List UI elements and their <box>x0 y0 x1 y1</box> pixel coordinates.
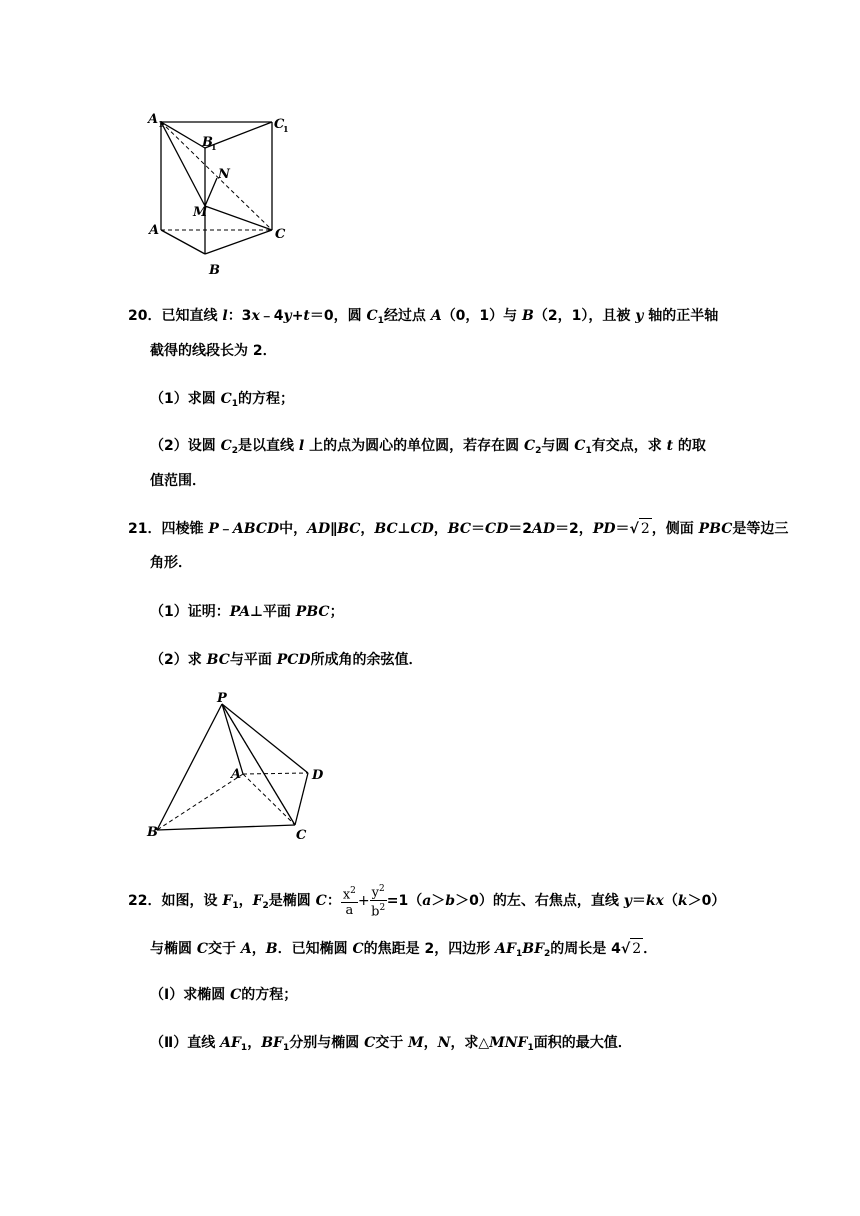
q22-text: （Ⅰ）求椭圆 <box>150 987 231 1003</box>
q20-var: B <box>522 308 534 324</box>
q22-line1 <box>128 882 726 920</box>
prism-diagram <box>145 108 295 280</box>
q22-var: AF <box>495 941 516 957</box>
q22-sub: 1 <box>282 1043 290 1053</box>
q22-text: 交于 <box>375 1035 409 1051</box>
q22-sub: 2 <box>544 949 551 959</box>
q22-text: （Ⅱ）直线 <box>150 1035 221 1051</box>
q21-var: BC <box>447 521 471 537</box>
q20-var: C <box>524 438 536 454</box>
q20-var: C <box>366 308 378 324</box>
q20-var: t <box>666 438 674 454</box>
q20-text: + <box>291 308 304 324</box>
label-c1: C <box>274 117 285 132</box>
label-b1: B <box>202 135 213 150</box>
q22-var: F <box>222 892 233 909</box>
q22-text: 面积的最大值． <box>533 1035 632 1051</box>
q20-var: C <box>220 391 232 407</box>
q21-text: 所成角的余弦值． <box>310 652 423 668</box>
q20-text: （0，1）与 <box>441 308 523 324</box>
q21-text: ⊥平面 <box>250 604 296 620</box>
q22-var: N <box>437 1035 451 1051</box>
label-m: M <box>193 205 208 220</box>
q22-text: 的焦距是 2，四边形 <box>363 941 496 957</box>
frac-denominator: b <box>371 904 380 920</box>
q20-part2 <box>150 436 706 461</box>
q20-text: （2，1），且被 <box>533 308 636 324</box>
q21-var: AD <box>532 521 556 537</box>
q22-text: ， <box>251 941 266 957</box>
q20-text: 上的点为圆心的单位圆，若存在圆 <box>304 438 524 454</box>
q22-text: =1（ <box>386 892 423 909</box>
q20-text: ：3 <box>227 308 252 324</box>
edge-b-c <box>205 230 272 254</box>
q22-text: ， <box>238 892 253 909</box>
label-b: B <box>209 263 220 278</box>
label-p: P <box>217 692 227 706</box>
plus-sign: + <box>357 892 370 909</box>
q22-text: ＞0） <box>687 892 726 909</box>
q22-var: k <box>677 892 688 909</box>
q22-var: C <box>364 1035 376 1051</box>
q22-text: ． <box>643 941 658 957</box>
q20-text: （2）设圆 <box>150 438 221 454</box>
q21-text: ＝ <box>471 521 485 537</box>
q21-var: PBC <box>698 521 733 537</box>
sqrt-radicand: 2 <box>639 518 652 539</box>
q21-text: ； <box>329 604 344 620</box>
q21-text: 四棱锥 <box>161 521 209 537</box>
q20-sub: 1 <box>231 399 239 409</box>
q21-text: 与平面 <box>229 652 277 668</box>
q22-var: BF <box>261 1035 283 1051</box>
q21-text: ＝2， <box>555 521 593 537</box>
label-d: D <box>312 768 324 783</box>
q20-var: t <box>303 308 310 324</box>
label-c: C <box>275 227 286 242</box>
q20-var: l <box>298 438 305 454</box>
edge-m-n <box>205 178 217 206</box>
q20-text: 有交点，求 <box>591 438 667 454</box>
q21-text: ∥ <box>330 521 338 537</box>
q21-var: P <box>208 521 219 537</box>
frac-exponent: 2 <box>379 903 386 914</box>
q22-sub: 1 <box>232 900 239 911</box>
q22-text: ＞ <box>431 892 446 909</box>
q20-var: y <box>635 308 644 324</box>
q22-text: ，求△ <box>450 1035 490 1051</box>
q22-var: C <box>230 987 242 1003</box>
q20-text: 轴的正半轴 <box>643 308 719 324</box>
q20-sub: 1 <box>377 316 384 326</box>
pyramid-figure <box>145 692 335 842</box>
q21-text: ⊥ <box>397 521 411 537</box>
q22-part2 <box>150 1033 632 1058</box>
sqrt-radicand: 2 <box>630 938 643 959</box>
label-c: C <box>296 828 307 842</box>
q22-line2 <box>150 938 657 964</box>
q20-text: 经过点 <box>383 308 431 324</box>
frac-numerator: x <box>342 887 351 902</box>
edge-m-c <box>205 206 272 230</box>
label-a1-sub: 1 <box>158 119 164 129</box>
q22-var: C <box>196 941 209 957</box>
label-a: A <box>231 767 242 782</box>
q21-text: ， <box>360 521 375 537</box>
q22-text: 如图，设 <box>161 892 223 909</box>
q21-line1 <box>128 518 788 539</box>
q21-text: ＝2 <box>508 521 533 537</box>
q22-var: A <box>240 941 252 957</box>
edge-p-b <box>157 704 222 830</box>
q20-text: 的取 <box>673 438 706 454</box>
q21-var: BC <box>206 652 230 668</box>
q20-var: x <box>251 308 260 324</box>
q22-var: M <box>408 1035 424 1051</box>
q21-var: PCD <box>276 652 311 668</box>
q21-var: PA <box>229 604 251 620</box>
q22-text: ＝ <box>631 892 646 909</box>
edge-p-d <box>222 704 308 773</box>
q21-text: ﹣ <box>218 521 233 537</box>
q21-text: （2）求 <box>150 652 207 668</box>
q22-text: ＞0）的左、右焦点，直线 <box>455 892 624 909</box>
edge-p-a <box>222 704 243 774</box>
q21-var: PBC <box>295 604 330 620</box>
q21-line2: 角形． <box>150 555 192 571</box>
q22-text: ： <box>326 892 341 909</box>
sqrt-symbol: √ 2 <box>621 938 643 959</box>
edge-a1-c-dashed <box>161 122 272 230</box>
q20-sub: 2 <box>231 446 239 456</box>
q21-text: 是等边三 <box>732 521 789 537</box>
label-c1-sub: 1 <box>283 124 289 134</box>
q20-var: C <box>574 438 586 454</box>
q21-var: PD <box>592 521 616 537</box>
sqrt-symbol: √ 2 <box>629 518 651 539</box>
q21-var: ABCD <box>232 521 280 537</box>
q22-sub: 1 <box>240 1043 248 1053</box>
frac-denominator: a <box>345 903 354 918</box>
q20-text: 是以直线 <box>238 438 299 454</box>
q21-part1 <box>150 602 344 622</box>
edge-a-d-dashed <box>243 773 308 774</box>
q20-var: l <box>222 308 228 324</box>
label-b1-sub: 1 <box>211 142 217 152</box>
q22-var: kx <box>645 892 664 909</box>
q22-number: 22． <box>128 892 162 909</box>
frac-exponent: 2 <box>350 885 356 896</box>
q22-text: ， <box>423 1035 438 1051</box>
q22-var: MNF <box>489 1035 528 1051</box>
q21-var: BC <box>337 521 361 537</box>
frac-exponent: 2 <box>379 884 385 894</box>
q20-text: 的方程； <box>238 391 295 407</box>
q22-text: ．已知椭圆 <box>277 941 353 957</box>
q22-var: BF <box>522 941 545 957</box>
q22-var: C <box>352 941 364 957</box>
q22-var: a <box>422 892 432 909</box>
q22-text: ， <box>247 1035 262 1051</box>
q22-var: b <box>445 892 456 909</box>
q20-sub: 1 <box>585 446 592 456</box>
q22-text: 分别与椭圆 <box>289 1035 365 1051</box>
q21-part2 <box>150 650 423 670</box>
q21-text: ，侧面 <box>651 521 699 537</box>
q21-var: AD <box>307 521 331 537</box>
q20-text: 与圆 <box>541 438 575 454</box>
q21-text: ， <box>433 521 448 537</box>
q22-var: C <box>315 892 327 909</box>
q22-sub: 2 <box>262 900 269 911</box>
q21-number: 21． <box>128 521 162 537</box>
edge-b-c <box>157 825 295 830</box>
fraction-x2-over-a <box>341 884 358 918</box>
q20-number: 20． <box>128 308 162 324</box>
q22-var: F <box>252 892 263 909</box>
q21-var: CD <box>485 521 509 537</box>
q20-line2: 截得的线段长为 2． <box>150 343 277 359</box>
q22-var: AF <box>220 1035 241 1051</box>
edge-c-d <box>295 773 308 825</box>
q20-text: ＝0，圆 <box>309 308 367 324</box>
q21-var: CD <box>410 521 434 537</box>
edge-a-b <box>161 230 205 254</box>
q20-text: 已知直线 <box>161 308 223 324</box>
q20-text: ﹣4 <box>259 308 284 324</box>
q20-var: y <box>283 308 292 324</box>
q22-var: B <box>265 941 278 957</box>
q21-text: ＝ <box>615 521 630 537</box>
q22-text: （ <box>663 892 678 909</box>
q20-sub: 2 <box>535 446 542 456</box>
label-a: A <box>149 223 160 238</box>
q22-text: 的方程； <box>241 987 298 1003</box>
q21-var: BC <box>374 521 398 537</box>
prism-figure <box>145 108 295 280</box>
pyramid-diagram <box>145 692 335 842</box>
q22-text: 是椭圆 <box>268 892 316 909</box>
label-b: B <box>147 825 158 840</box>
q22-part1 <box>150 985 297 1005</box>
q22-var: y <box>623 892 632 909</box>
fraction-y2-over-b2 <box>370 882 387 920</box>
q20-line1 <box>128 306 718 331</box>
edge-a-b-dashed <box>157 774 243 830</box>
q20-part1 <box>150 389 294 414</box>
q20-var: C <box>220 438 232 454</box>
q20-var: A <box>430 308 442 324</box>
q20-text: （1）求圆 <box>150 391 221 407</box>
q22-sub: 1 <box>515 949 523 959</box>
q21-text: 中， <box>279 521 308 537</box>
q22-sub: 1 <box>527 1043 534 1053</box>
label-n: N <box>218 167 230 182</box>
q20-part2-line2: 值范围． <box>150 473 206 489</box>
frac-numerator: y <box>371 885 379 901</box>
q22-text: 交于 <box>208 941 241 957</box>
q22-text: 与椭圆 <box>150 941 197 957</box>
q21-text: （1）证明： <box>150 604 230 620</box>
label-a1: A <box>148 112 159 127</box>
q22-text: 的周长是 4 <box>550 941 621 957</box>
